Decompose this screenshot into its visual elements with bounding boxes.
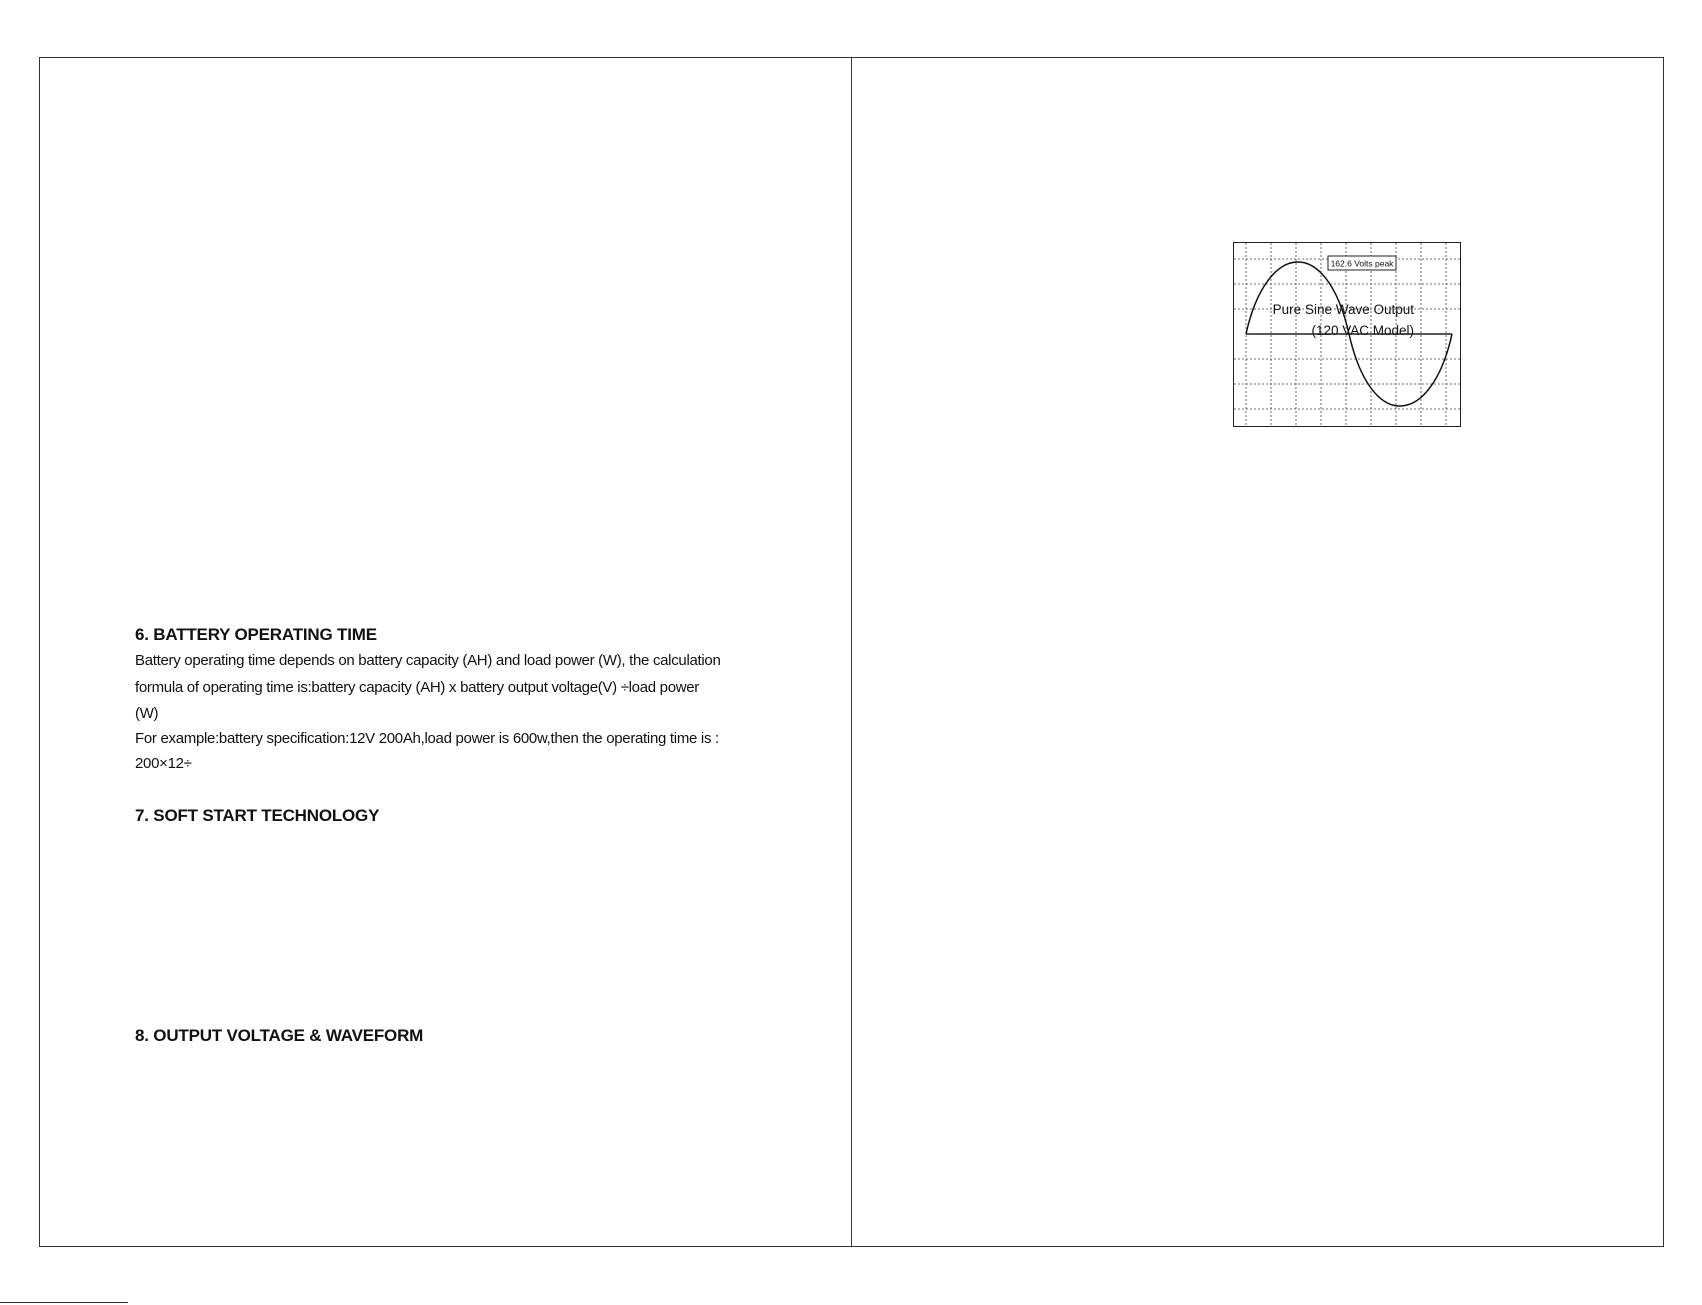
section-8-heading: 8. OUTPUT VOLTAGE & WAVEFORM	[135, 1026, 424, 1045]
section-6-line-1: Battery operating time depends on battery capacity (AH) and load power (W), the calculation	[135, 652, 721, 669]
section-6-line-4: For example:battery specification:12V 200Ah,load power is 600w,then the operating time is :	[135, 730, 719, 747]
peak-label: 162.6 Volts peak	[1330, 258, 1394, 269]
sine-wave-plot	[1234, 243, 1460, 426]
section-6-line-3: (W)	[135, 705, 159, 722]
right-page	[851, 57, 1664, 1247]
oscilloscope-figure	[1233, 242, 1461, 427]
section-6-heading: 6. BATTERY OPERATING TIME	[135, 625, 377, 644]
section-6-line-5: 200×12÷	[135, 755, 192, 772]
section-7-heading: 7. SOFT START TECHNOLOGY	[135, 806, 380, 825]
left-page	[39, 57, 852, 1247]
waveform-caption-line-1: Pure Sine Wave Output	[1272, 302, 1414, 317]
footer-rule	[0, 1302, 128, 1303]
section-6-line-2: formula of operating time is:battery capacity (AH) x battery output voltage(V) ÷load power	[135, 679, 700, 696]
waveform-caption-line-2: (120 VAC Model)	[1311, 323, 1414, 338]
